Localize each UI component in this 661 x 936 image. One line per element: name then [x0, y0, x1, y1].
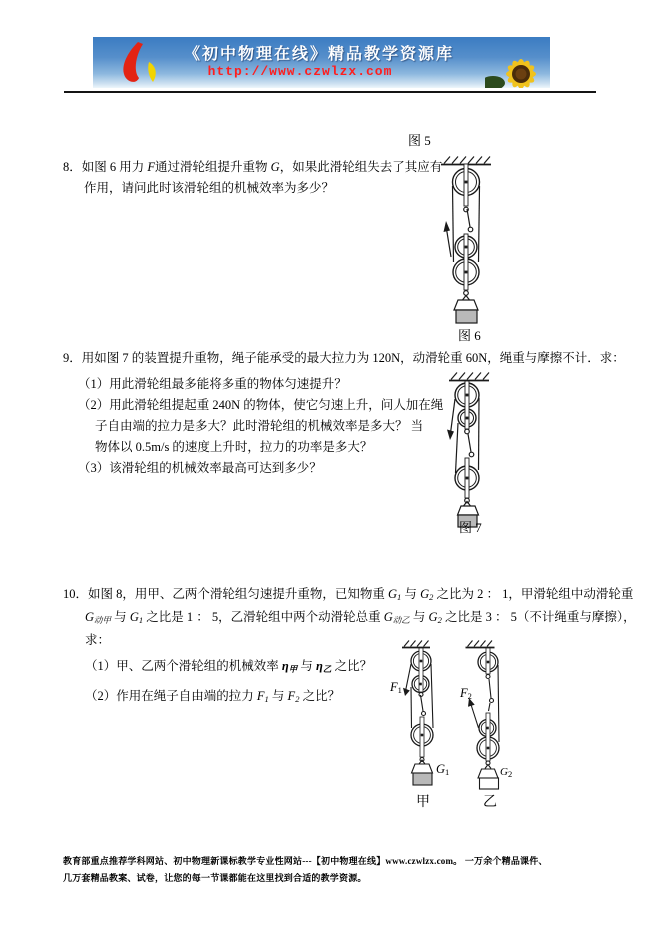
figure6-caption: 图 6	[458, 328, 481, 343]
variable-G2: $G_2$	[420, 587, 434, 602]
text-run: 之比是 1 ： 5，乙滑轮组中两个动滑轮总重	[143, 610, 384, 624]
jia-force-arrow	[403, 664, 411, 696]
sunflower-icon	[485, 47, 549, 88]
variable-eta-yi: $\eta_乙$	[316, 659, 332, 674]
text-run: 之比？	[299, 689, 341, 703]
text-run: 与	[111, 610, 130, 624]
text-run: 之比是 3 ： 5（不计绳重与摩擦），	[441, 610, 636, 624]
variable-F1: $F_1$	[256, 689, 269, 704]
divider-line	[64, 91, 596, 93]
text-run: 与	[401, 587, 421, 601]
figure8-yi-caption: 乙	[483, 795, 497, 810]
problem10-line3: 求：	[85, 633, 111, 647]
ceiling	[441, 157, 491, 165]
text-run: 10．如图 8，用甲、乙两个滑轮组匀速提升重物，已知物重	[63, 587, 389, 601]
problem9-item2-line1: （2）用此滑轮组提起重 240N 的物体，使它匀速上升，问人加在绳	[78, 398, 444, 412]
text-run: 8．如图 6 用力	[63, 160, 148, 174]
force-arrow	[447, 399, 455, 440]
text-run: （1）甲、乙两个滑轮组的机械效率	[85, 659, 282, 673]
text-run: 与	[409, 610, 429, 624]
text-run: 与	[268, 689, 288, 703]
site-banner	[93, 37, 550, 88]
variable-G2: $G_2$	[428, 610, 442, 625]
force-label-F1: $F_1$	[390, 680, 402, 695]
figure7-caption: 图 7	[459, 520, 482, 535]
ceiling	[449, 373, 489, 381]
variable-G: G	[270, 160, 280, 174]
yi-ceiling	[466, 641, 495, 648]
variable-eta-jia: $\eta_甲$	[281, 659, 298, 674]
figure6-pulley-diagram	[423, 148, 523, 333]
problem10-item2	[85, 689, 340, 704]
problem9-item2-line2: 子自由端的拉力是多大？此时滑轮组的机械效率是多大？ 当	[95, 419, 424, 433]
problem8-line2: 作用，请问此时该滑轮组的机械效率为多少？	[84, 181, 335, 195]
text-run: 之比？	[331, 659, 373, 673]
text-run: ，如果此滑轮组失去了其应有	[279, 160, 443, 174]
weight-label-G1: $G_1$	[436, 762, 450, 777]
footer-line2: 几万套精品教案、试卷，让您的每一节课都能在这里找到合适的教学资源。	[63, 873, 367, 883]
weight-label-G2: $G_2$	[500, 766, 513, 779]
variable-G1: $G_1$	[129, 610, 144, 625]
text-run: 通过滑轮组提升重物	[155, 160, 271, 174]
axles	[464, 164, 468, 290]
yi-weight	[478, 765, 499, 790]
text-run: 之比为 2 ： 1，甲滑轮组中动滑轮重	[433, 587, 634, 601]
text-run: 与	[297, 659, 317, 673]
variable-G-dongjia: $G_{动甲}$	[85, 610, 112, 625]
variable-G1: $G_1$	[388, 587, 402, 602]
problem10-line1	[63, 587, 633, 602]
variable-F: F	[147, 160, 156, 174]
weight	[454, 296, 478, 324]
figure7-pulley-diagram	[438, 366, 523, 536]
problem10-item1	[85, 659, 372, 674]
problem9-line1: 9．用如图 7 的装置提升重物，绳子能承受的最大拉力为 120N，动滑轮重 60N，绳重与摩擦不计．求：	[63, 351, 625, 365]
force-label-F2: $F_2$	[460, 686, 472, 701]
banner-url: http://www.czwlzx.com	[207, 64, 393, 79]
problem8-line1	[63, 160, 442, 175]
jia-ceiling	[402, 641, 430, 648]
footer-line1: 教育部重点推荐学科网站、初中物理新课标教学专业性网站---【初中物理在线】www.czwlzx.com。 一万余个精品课件、	[63, 856, 548, 866]
text-run: （2）作用在绳子自由端的拉力	[85, 689, 257, 703]
figure5-caption: 图 5	[408, 133, 431, 148]
jia-weight	[412, 760, 433, 785]
variable-F2: $F_2$	[287, 689, 300, 704]
variable-G-dongyi: $G_{动乙}$	[383, 610, 410, 625]
problem9-item3: （3）该滑轮组的机械效率最高可达到多少？	[78, 461, 322, 475]
figure8-jia-caption: 甲	[416, 795, 430, 810]
problem9-item2-line3: 物体以 0.5m/s 的速度上升时，拉力的功率是多大？	[95, 440, 373, 454]
problem9-item1: （1）用此滑轮组最多能将多重的物体匀速提升？	[78, 377, 347, 391]
banner-title: 《初中物理在线》精品教学资源库	[183, 46, 454, 63]
problem10-line2	[85, 610, 636, 625]
force-arrow	[444, 221, 452, 257]
